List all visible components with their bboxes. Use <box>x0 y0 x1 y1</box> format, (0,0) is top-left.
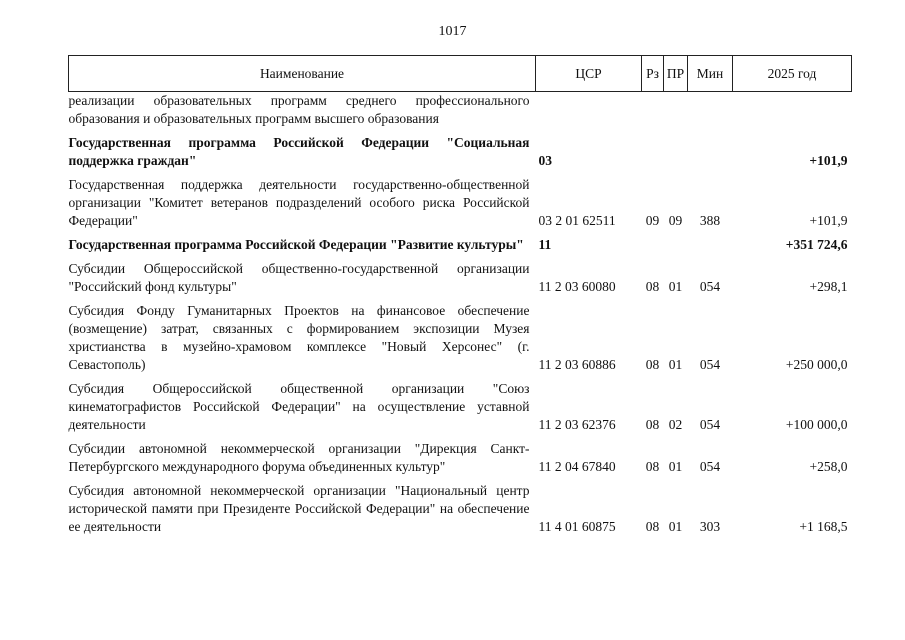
row-sum: +101,9 <box>809 153 848 168</box>
row-rz: 08 <box>645 357 660 372</box>
row-pr: 09 <box>668 213 683 228</box>
row-name: Государственная программа Российской Федерации "Развитие культуры" <box>68 237 524 252</box>
header-rz: Рз <box>642 56 664 92</box>
row-sum: +250 000,0 <box>785 357 848 372</box>
table-row <box>69 254 852 296</box>
row-pr <box>664 128 688 170</box>
row-csr: 11 4 01 60875 <box>538 519 616 534</box>
row-csr: 03 <box>538 153 552 168</box>
table-header <box>69 56 852 92</box>
table-body <box>69 92 852 537</box>
header-row <box>69 56 852 92</box>
header-csr: ЦСР <box>536 56 642 92</box>
row-pr <box>664 230 688 254</box>
row-min: 054 <box>699 357 721 372</box>
row-name: Государственная поддержка деятельности государственно-общественной организации "Комитет ветеранов подразделений особого риска Российской Федерации" <box>68 177 530 228</box>
row-rz: 08 <box>645 417 660 432</box>
row-pr: 01 <box>668 519 683 534</box>
row-rz: 09 <box>645 213 660 228</box>
row-rz <box>642 230 664 254</box>
table-row <box>69 92 852 129</box>
row-csr: 11 <box>538 237 552 252</box>
table-row <box>69 128 852 170</box>
row-name: Субсидия Фонду Гуманитарных Проектов на финансовое обеспечение (возмещение) затрат, связанных с формированием экспозиции Музея христианства в музейно-храмовом комплексе "Новый Херсонес" (г. Севастополь) <box>68 303 530 372</box>
table-row <box>69 230 852 254</box>
header-min: Мин <box>688 56 733 92</box>
row-csr: 03 2 01 62511 <box>538 213 616 228</box>
row-min: 054 <box>699 459 721 474</box>
table-row <box>69 170 852 230</box>
row-name: реализации образовательных программ среднего профессионального образования и образовательных программ высшего образования <box>68 93 530 126</box>
row-min <box>688 230 733 254</box>
row-rz: 08 <box>645 519 660 534</box>
row-sum: +101,9 <box>809 213 848 228</box>
table-row <box>69 296 852 374</box>
row-csr: 11 2 03 60886 <box>538 357 616 372</box>
row-min: 388 <box>699 213 721 228</box>
row-rz <box>642 128 664 170</box>
row-min <box>688 128 733 170</box>
row-min: 303 <box>699 519 721 534</box>
row-min <box>688 92 733 129</box>
row-rz <box>642 92 664 129</box>
row-sum <box>733 92 852 129</box>
row-pr: 01 <box>668 279 683 294</box>
row-name: Субсидия Общероссийской общественной организации "Союз кинематографистов Российской Федерации" на осуществление уставной деятельности <box>68 381 530 432</box>
row-pr <box>664 92 688 129</box>
row-min: 054 <box>699 417 721 432</box>
page-number: 1017 <box>438 24 467 39</box>
row-name: Субсидии Общероссийской общественно-государственной организации "Российский фонд культуры" <box>68 261 530 294</box>
row-min: 054 <box>699 279 721 294</box>
row-csr: 11 2 04 67840 <box>538 459 616 474</box>
row-sum: +258,0 <box>809 459 848 474</box>
row-rz: 08 <box>645 459 660 474</box>
row-csr: 11 2 03 62376 <box>538 417 616 432</box>
row-pr: 01 <box>668 357 683 372</box>
table-row <box>69 434 852 476</box>
row-rz: 08 <box>645 279 660 294</box>
row-pr: 01 <box>668 459 683 474</box>
header-sum: 2025 год <box>733 56 852 92</box>
row-sum: +298,1 <box>809 279 848 294</box>
row-name: Субсидии автономной некоммерческой организации "Дирекция Санкт-Петербургского международного форума объединенных культур" <box>68 441 530 474</box>
row-name: Субсидия автономной некоммерческой организации "Национальный центр исторической памяти при Президенте Российской Федерации" на обеспечение ее деятельности <box>68 483 530 534</box>
row-sum: +1 168,5 <box>799 519 848 534</box>
header-pr: ПР <box>664 56 688 92</box>
row-sum: +100 000,0 <box>785 417 848 432</box>
row-csr: 11 2 03 60080 <box>538 279 616 294</box>
table-row <box>69 374 852 434</box>
row-name: Государственная программа Российской Федерации "Социальная поддержка граждан" <box>68 135 530 168</box>
row-pr: 02 <box>668 417 683 432</box>
header-name: Наименование <box>69 56 536 92</box>
row-sum: +351 724,6 <box>785 237 848 252</box>
table-row <box>69 476 852 536</box>
budget-table <box>68 55 852 536</box>
row-csr <box>536 92 642 129</box>
